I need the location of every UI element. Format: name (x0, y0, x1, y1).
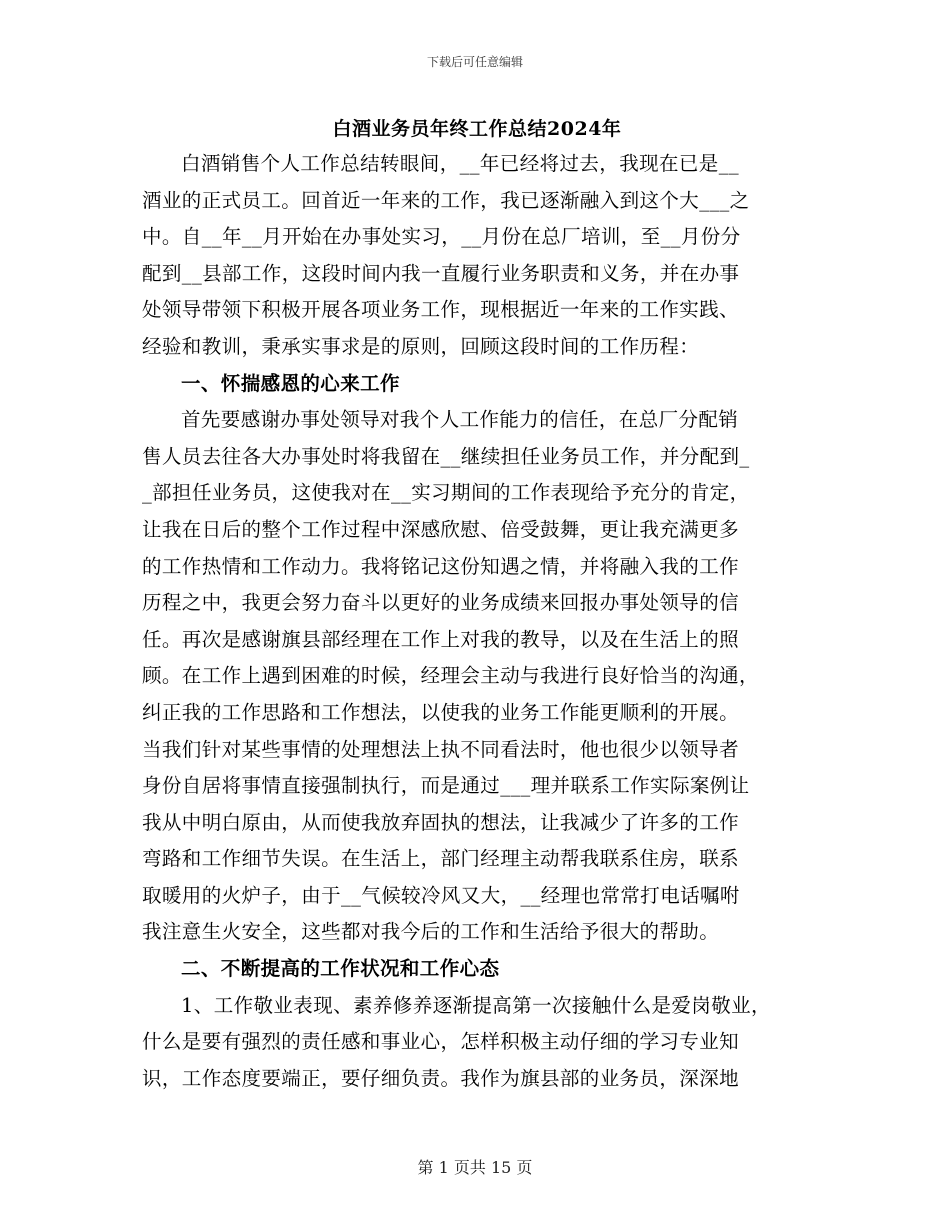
text-line: 识，工作态度要端正，要仔细负责。我作为旗县部的业务员，深深地 (142, 1066, 740, 1090)
text-line: 配到__县部工作，这段时间内我一直履行业务职责和义务，并在办事 (142, 261, 740, 285)
text-line: 让我在日后的整个工作过程中深感欣慰、倍受鼓舞，更让我充满更多 (142, 517, 740, 541)
document-text (142, 146, 812, 1097)
text-line: 处领导带领下积极开展各项业务工作，现根据近一年来的工作实践、 (142, 298, 740, 322)
text-line: 取暖用的火炉子，由于__气候较冷风又大，__经理也常常打电话嘱咐 (142, 883, 740, 907)
text-line: 我从中明白原由，从而使我放弃固执的想法，让我减少了许多的工作 (142, 810, 740, 834)
document-body (142, 112, 812, 1097)
text-line: 售人员去往各大办事处时将我留在__继续担任业务员工作，并分配到_ (142, 444, 750, 468)
text-line: 经验和教训，秉承实事求是的原则，回顾这段时间的工作历程： (142, 334, 700, 358)
text-line: 身份自居将事情直接强制执行，而是通过___理并联系工作实际案例让 (142, 774, 750, 798)
text-line: 我注意生火安全，这些都对我今后的工作和生活给予很大的帮助。 (142, 920, 720, 944)
text-line: 任。再次是感谢旗县部经理在工作上对我的教导，以及在生活上的照 (142, 627, 740, 651)
text-line: 弯路和工作细节失误。在生活上，部门经理主动帮我联系住房，联系 (142, 847, 740, 871)
text-line: 的工作热情和工作动力。我将铭记这份知遇之情，并将融入我的工作 (142, 554, 740, 578)
section-heading: 一、怀揣感恩的心来工作 (181, 371, 400, 395)
text-line: 白酒销售个人工作总结转眼间，__年已经将过去，我现在已是__ (181, 152, 740, 175)
text-line: 首先要感谢办事处领导对我个人工作能力的信任，在总厂分配销 (181, 408, 739, 432)
text-line: 顾。在工作上遇到困难的时候，经理会主动与我进行良好恰当的沟通， (142, 664, 759, 688)
text-line: 当我们针对某些事情的处理想法上执不同看法时，他也很少以领导者 (142, 737, 740, 761)
text-line: 酒业的正式员工。回首近一年来的工作，我已逐渐融入到这个大___之 (142, 188, 750, 212)
text-line: 1、工作敬业表现、素养修养逐渐提高第一次接触什么是爱岗敬业， (181, 993, 771, 1017)
text-line: 什么是要有强烈的责任感和事业心，怎样积极主动仔细的学习专业知 (142, 1030, 740, 1054)
page-header: 下载后可任意编辑 (426, 55, 523, 69)
section-heading: 二、不断提高的工作状况和工作心态 (181, 957, 500, 981)
text-line: 纠正我的工作思路和工作想法，以使我的业务工作能更顺利的开展。 (142, 700, 740, 724)
page-footer: 第 1 页共 15 页 (417, 1158, 533, 1177)
text-line: 历程之中，我更会努力奋斗以更好的业务成绩来回报办事处领导的信 (142, 591, 740, 615)
text-line: 中。自__年__月开始在办事处实习，__月份在总厂培训，至__月份分 (142, 225, 741, 249)
text-line: _部担任业务员，这使我对在__实习期间的工作表现给予充分的肯定， (142, 481, 750, 505)
document-title: 白酒业务员年终工作总结2024年 (332, 118, 622, 140)
